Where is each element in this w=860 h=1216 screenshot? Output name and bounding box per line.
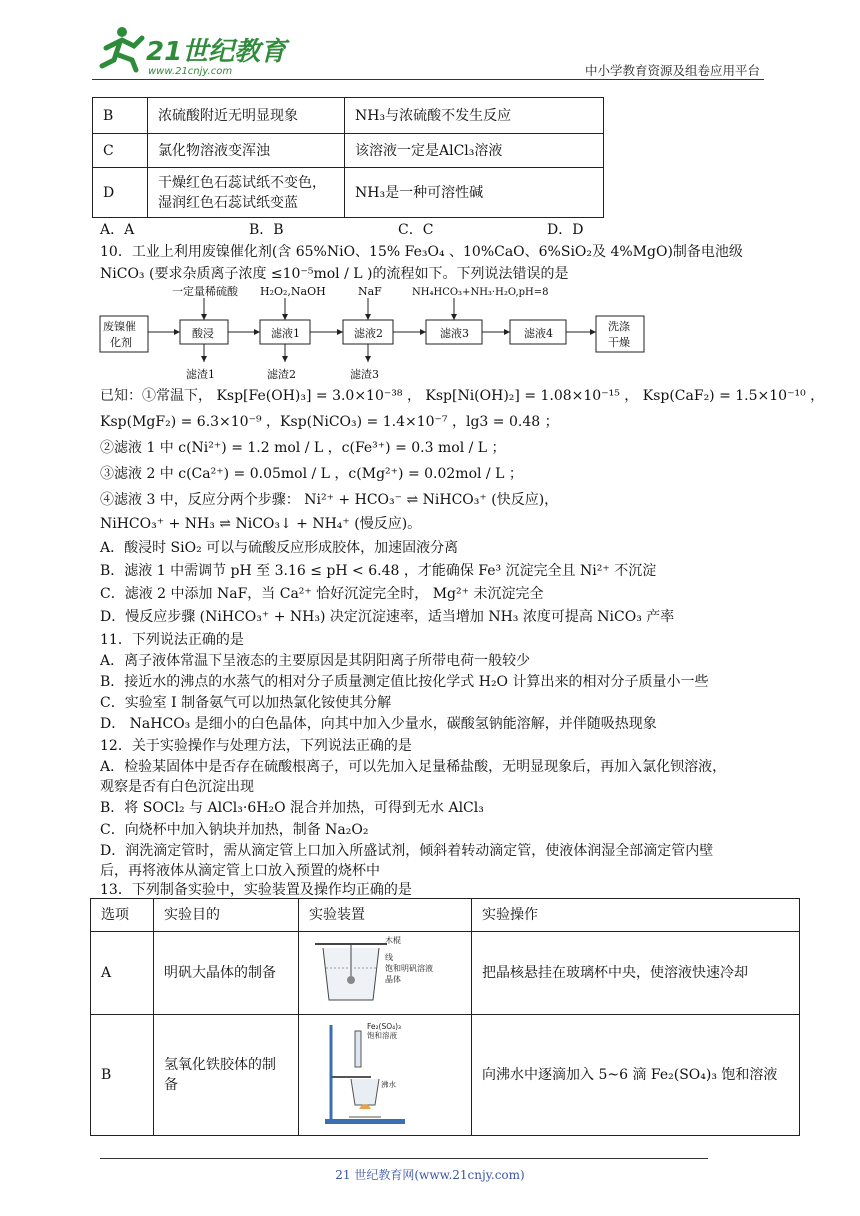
svg-text:晶体: 晶体 (385, 975, 401, 984)
colloid-apparatus (299, 1015, 472, 1136)
reagent-nh4hco3: NH₄HCO₃+NH₃·H₂O,pH=8 (412, 287, 549, 298)
residue-3: 滤渣3 (350, 368, 379, 381)
svg-text:木棍: 木棍 (385, 936, 401, 945)
box-acid-leach: 酸浸 (192, 327, 214, 340)
footer-text: 21 世纪教育网(www.21cnjy.com) (335, 1168, 525, 1182)
q10-known-3: ②滤液 1 中 c(Ni²⁺) = 1.2 mol / L ，c(Fe³⁺) = 0.3 mol / L ； (100, 440, 506, 456)
q11-option-b: B．接近水的沸点的水蒸气的相对分子质量测定值比按化学式 H₂O 计算出来的相对分子质量小一些 (100, 674, 709, 690)
svg-text:Fe₂(SO₄)₃: Fe₂(SO₄)₃ (367, 1022, 402, 1031)
alum-crystal-apparatus (299, 932, 472, 1015)
q9-conclusion-c: 该溶液一定是AlCl₃溶液 (345, 134, 604, 168)
svg-text:线: 线 (385, 953, 393, 962)
q10-stem-line1: 10．工业上利用废镍催化剂(含 65%NiO、15% Fe₃O₄ 、10%CaO、6%SiO₂及 4%MgO)制备电池级 (100, 244, 743, 260)
table-row (93, 134, 604, 168)
q9-phenomenon-b: 浓硫酸附近无明显现象 (148, 98, 345, 134)
svg-text:饱和明矾溶液: 饱和明矾溶液 (385, 964, 433, 973)
reagent-h2o2-naoh: H₂O₂,NaOH (260, 285, 326, 298)
svg-text:化剂: 化剂 (110, 336, 132, 349)
runner-icon (102, 27, 142, 70)
header-goal: 实验目的 (154, 899, 299, 932)
table-row (91, 1015, 800, 1136)
q12-option-b: B．将 SOCl₂ 与 AlCl₃·6H₂O 混合并加热，可得到无水 AlCl₃ (100, 800, 484, 816)
q11-option-a: A．离子液体常温下呈液态的主要原因是其阴阳离子所带电荷一般较少 (100, 653, 531, 669)
table-row (93, 98, 604, 134)
header-device: 实验装置 (299, 899, 472, 932)
box-wash-dry: 洗涤 (608, 320, 630, 333)
q11-stem: 11．下列说法正确的是 (100, 632, 244, 648)
box-raw-catalyst: 废镍催 (103, 320, 136, 333)
header-option: 选项 (91, 899, 154, 932)
box-filtrate-4: 滤液4 (524, 327, 553, 340)
svg-text:沸水: 沸水 (381, 1080, 396, 1089)
q9-option-c: C．C (398, 222, 434, 238)
residue-1: 滤渣1 (186, 368, 215, 381)
svg-text:www.21cnjy.com: www.21cnjy.com (148, 66, 233, 77)
q9-opt-c: C (93, 134, 148, 168)
q13-table (90, 898, 800, 1136)
svg-text:21世纪教育: 21世纪教育 (146, 37, 287, 67)
platform-name: 中小学教育资源及组卷应用平台 (584, 63, 760, 78)
process-flow-diagram (100, 286, 660, 382)
q9-option-b: B．B (249, 222, 284, 238)
header-divider (92, 79, 764, 80)
q9-table (92, 97, 604, 218)
q12-option-a: A．检验某固体中是否存在硫酸根离子，可以先加入足量稀盐酸，无明显现象后，再加入氯化钡溶液， (100, 759, 727, 775)
q12-option-d-cont: 后，再将液体从滴定管上口放入预置的烧杯中 (100, 863, 380, 879)
q9-option-a: A．A (100, 222, 135, 238)
q9-options (100, 220, 696, 240)
q10-known-6: NiHCO₃⁺ + NH₃ ⇌ NiCO₃↓ + NH₄⁺ (慢反应)。 (100, 516, 422, 532)
q12-option-c: C．向烧杯中加入钠块并加热，制备 Na₂O₂ (100, 822, 369, 838)
q13-operation-b: 向沸水中逐滴加入 5~6 滴 Fe₂(SO₄)₃ 饱和溶液 (472, 1015, 800, 1136)
q12-stem: 12．关于实验操作与处理方法，下列说法正确的是 (100, 738, 412, 754)
q10-known-4: ③滤液 2 中 c(Ca²⁺) = 0.05mol / L ，c(Mg²⁺) = 0.02mol / L ； (100, 466, 523, 482)
q9-phenomenon-d: 干燥红色石蕊试纸不变色，湿润红色石蕊试纸变蓝 (148, 168, 345, 218)
q11-option-d: D． NaHCO₃ 是细小的白色晶体，向其中加入少量水，碳酸氢钠能溶解，并伴随吸热现象 (100, 716, 657, 732)
q10-option-a: A．酸浸时 SiO₂ 可以与硫酸反应形成胶体，加速固液分离 (100, 540, 459, 556)
box-filtrate-3: 滤液3 (440, 327, 469, 340)
q11-option-c: C．实验室 I 制备氨气可以加热氯化铵使其分解 (100, 695, 392, 711)
footer-divider (100, 1158, 708, 1159)
box-filtrate-2: 滤液2 (354, 327, 383, 340)
q9-opt-d: D (93, 168, 148, 218)
q13-opt-a: A (91, 932, 154, 1015)
q13-stem: 13．下列制备实验中，实验装置及操作均正确的是 (100, 882, 412, 898)
q10-option-b: B．滤液 1 中需调节 pH 至 3.16 ≤ pH < 6.48 ，才能确保 Fe³ 沉淀完全且 Ni²⁺ 不沉淀 (100, 563, 657, 579)
q9-opt-b: B (93, 98, 148, 134)
q10-stem-line2: NiCO₃ (要求杂质离子浓度 ≤10⁻⁵mol / L )的流程如下。下列说法错误的是 (100, 266, 569, 282)
q13-operation-a: 把晶核悬挂在玻璃杯中央，使溶液快速冷却 (472, 932, 800, 1015)
q12-option-d: D．润洗滴定管时，需从滴定管上口加入所盛试剂，倾斜着转动滴定管，使液体润湿全部滴定管内壁 (100, 843, 714, 859)
reagent-naf: NaF (358, 285, 382, 298)
q9-phenomenon-c: 氯化物溶液变浑浊 (148, 134, 345, 168)
q13-goal-a: 明矾大晶体的制备 (154, 932, 299, 1015)
reagent-acid: 一定量稀硫酸 (172, 285, 238, 298)
q12-option-a-cont: 观察是否有白色沉淀出现 (100, 779, 254, 795)
q10-option-c: C．滤液 2 中添加 NaF，当 Ca²⁺ 恰好沉淀完全时， Mg²⁺ 未沉淀完全 (100, 586, 544, 602)
table-row (91, 932, 800, 1015)
q10-known-2: Ksp(MgF₂) = 6.3×10⁻⁹ ，Ksp(NiCO₃) = 1.4×10⁻⁷ ，lg3 = 0.48 ； (100, 414, 559, 430)
q9-option-d: D．D (547, 222, 584, 238)
q10-option-d: D．慢反应步骤 (NiHCO₃⁺ + NH₃) 决定沉淀速率，适当增加 NH₃ 浓度可提高 NiCO₃ 产率 (100, 609, 675, 625)
table-row (93, 168, 604, 218)
table-header-row (91, 899, 800, 932)
q10-known-5: ④滤液 3 中，反应分两个步骤： Ni²⁺ + HCO₃⁻ ⇌ NiHCO₃⁺ (快反应)， (100, 492, 559, 508)
q9-conclusion-d: NH₃是一种可溶性碱 (345, 168, 604, 218)
q13-goal-b: 氢氧化铁胶体的制备 (154, 1015, 299, 1136)
site-logo (92, 20, 287, 78)
q9-conclusion-b: NH₃与浓硫酸不发生反应 (345, 98, 604, 134)
q13-opt-b: B (91, 1015, 154, 1136)
box-filtrate-1: 滤液1 (271, 327, 300, 340)
q10-known-1: 已知：①常温下， Ksp[Fe(OH)₃] = 3.0×10⁻³⁸ ， Ksp[Ni(OH)₂] = 1.08×10⁻¹⁵ ， Ksp(CaF₂) = 1.5×10⁻¹⁰ ， (100, 388, 825, 404)
svg-text:饱和溶液: 饱和溶液 (367, 1031, 397, 1040)
residue-2: 滤渣2 (267, 368, 296, 381)
header-operation: 实验操作 (472, 899, 800, 932)
svg-text:干燥: 干燥 (608, 336, 630, 349)
